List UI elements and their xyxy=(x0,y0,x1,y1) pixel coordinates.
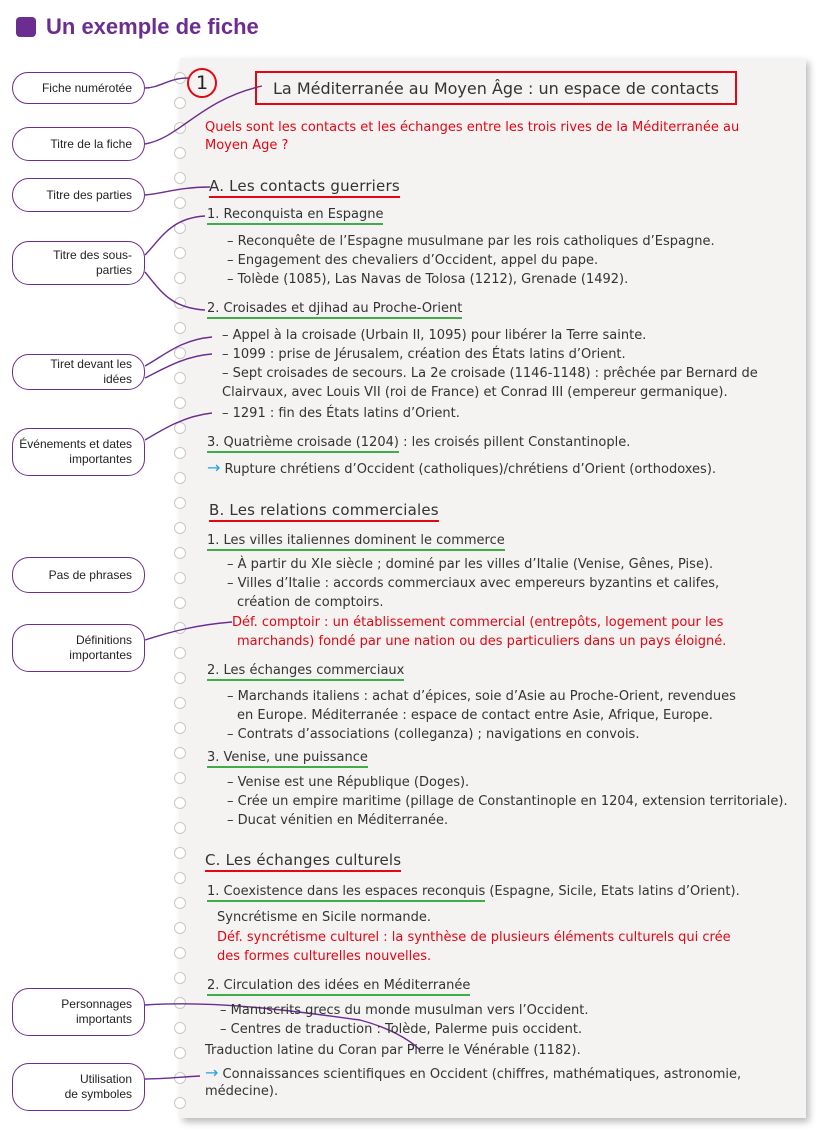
sheet-number: 1 xyxy=(187,68,217,98)
definition-line: des formes culturelles nouvelles. xyxy=(217,949,432,964)
idea-line: Clairvaux, avec Louis VII (roi de France) et Conrad III (empereur germanique). xyxy=(222,385,728,400)
idea-line: – Manuscrits grecs du monde musulman vers l’Occident. xyxy=(220,1003,589,1018)
idea-line: – Tolède (1085), Las Navas de Tolosa (1212), Grenade (1492). xyxy=(227,272,629,287)
definition-line: Déf. comptoir : un établissement commercial (entrepôts, logement pour les xyxy=(232,615,724,630)
idea-line: création de comptoirs. xyxy=(237,595,384,610)
callout-fiche-numerotee: Fiche numérotée xyxy=(12,72,145,104)
question-line: Quels sont les contacts et les échanges entre les trois rives de la Méditerranée au xyxy=(205,120,740,135)
subpart-detail: : les croisés pillent Constantinople. xyxy=(398,435,631,450)
idea-line: médecine). xyxy=(205,1084,279,1099)
idea-line: Traduction latine du Coran par Pierre le Vénérable (1182). xyxy=(205,1043,581,1058)
subpart-title: 2. Les échanges commerciaux xyxy=(207,663,404,681)
idea-line: – Centres de traduction : Tolède, Palerme puis occident. xyxy=(220,1022,583,1037)
subpart-title: 1. Les villes italiennes dominent le commerce xyxy=(207,533,505,551)
idea-line: – Sept croisades de secours. La 2e croisade (1146-1148) : prêchée par Bernard de xyxy=(222,366,758,381)
idea-line: – À partir du XIe siècle ; dominé par les villes d’Italie (Venise, Gênes, Pise). xyxy=(227,557,714,572)
question-line: Moyen Age ? xyxy=(205,138,289,153)
idea-line: – Venise est une République (Doges). xyxy=(227,775,470,790)
part-a-title: A. Les contacts guerriers xyxy=(209,177,400,198)
callout-definitions: Définitions importantes xyxy=(12,624,145,672)
idea-line: – Marchands italiens : achat d’épices, soie d’Asie au Proche-Orient, revendues xyxy=(227,689,736,704)
callout-personnages: Personnages importants xyxy=(12,988,145,1036)
idea-line: – Contrats d’associations (colleganza) ; navigations en convois. xyxy=(227,727,640,742)
callout-titre-parties: Titre des parties xyxy=(12,178,145,212)
idea-line: – Reconquête de l’Espagne musulmane par les rois catholiques d’Espagne. xyxy=(227,234,715,249)
idea-line: – 1099 : prise de Jérusalem, création des États latins d’Orient. xyxy=(222,347,626,362)
subpart-title: 1. Reconquista en Espagne xyxy=(207,207,383,225)
idea-line: Connaissances scientifiques en Occident (chiffres, mathématiques, astronomie, xyxy=(222,1067,742,1082)
idea-line: – Villes d’Italie : accords commerciaux avec empereurs byzantins et califes, xyxy=(227,576,720,591)
subpart-title: 1. Coexistence dans les espaces reconquis xyxy=(207,884,485,902)
subpart-detail: (Espagne, Sicile, Etats latins d’Orient). xyxy=(485,884,740,899)
idea-line: – Ducat vénitien en Méditerranée. xyxy=(227,813,449,828)
callout-pas-phrases: Pas de phrases xyxy=(12,557,145,593)
callout-tiret: Tiret devant les idées xyxy=(12,354,145,390)
callout-evenements: Événements et dates importantes xyxy=(12,428,145,476)
subpart-title: 2. Circulation des idées en Méditerranée xyxy=(207,978,470,996)
callout-titre-sous-parties: Titre des sous-parties xyxy=(12,241,145,285)
idea-line: en Europe. Méditerranée : espace de contact entre Asie, Afrique, Europe. xyxy=(237,708,713,723)
idea-line: – Crée un empire maritime (pillage de Constantinople en 1204, extension territoriale). xyxy=(227,794,788,809)
idea-line: Syncrétisme en Sicile normande. xyxy=(217,910,431,925)
part-c-title: C. Les échanges culturels xyxy=(205,851,401,872)
subpart-title: 2. Croisades et djihad au Proche-Orient xyxy=(207,301,462,319)
definition-line: Déf. syncrétisme culturel : la synthèse de plusieurs éléments culturels qui crée xyxy=(217,930,731,945)
subpart-title: 3. Venise, une puissance xyxy=(207,750,368,768)
arrow-right-icon: → xyxy=(207,458,221,477)
subpart-title: 3. Quatrième croisade (1204) xyxy=(207,435,399,453)
arrow-right-icon: → xyxy=(205,1063,219,1082)
definition-line: marchands) fondé par une nation ou des particuliers dans un pays éloigné. xyxy=(237,634,727,649)
idea-line: – 1291 : fin des États latins d’Orient. xyxy=(222,406,460,421)
callout-titre-fiche: Titre de la fiche xyxy=(12,127,145,161)
part-b-title: B. Les relations commerciales xyxy=(209,501,439,522)
idea-line: Rupture chrétiens d’Occident (catholiques)/chrétiens d’Orient (orthodoxes). xyxy=(224,462,717,477)
callout-symboles: Utilisation de symboles xyxy=(12,1063,145,1111)
idea-line: – Engagement des chevaliers d’Occident, appel du pape. xyxy=(227,253,599,268)
idea-line: – Appel à la croisade (Urbain II, 1095) pour libérer la Terre sainte. xyxy=(222,328,647,343)
page-title: Un exemple de fiche xyxy=(46,14,259,39)
sheet-title: La Méditerranée au Moyen Âge : un espace de contacts xyxy=(255,71,737,105)
